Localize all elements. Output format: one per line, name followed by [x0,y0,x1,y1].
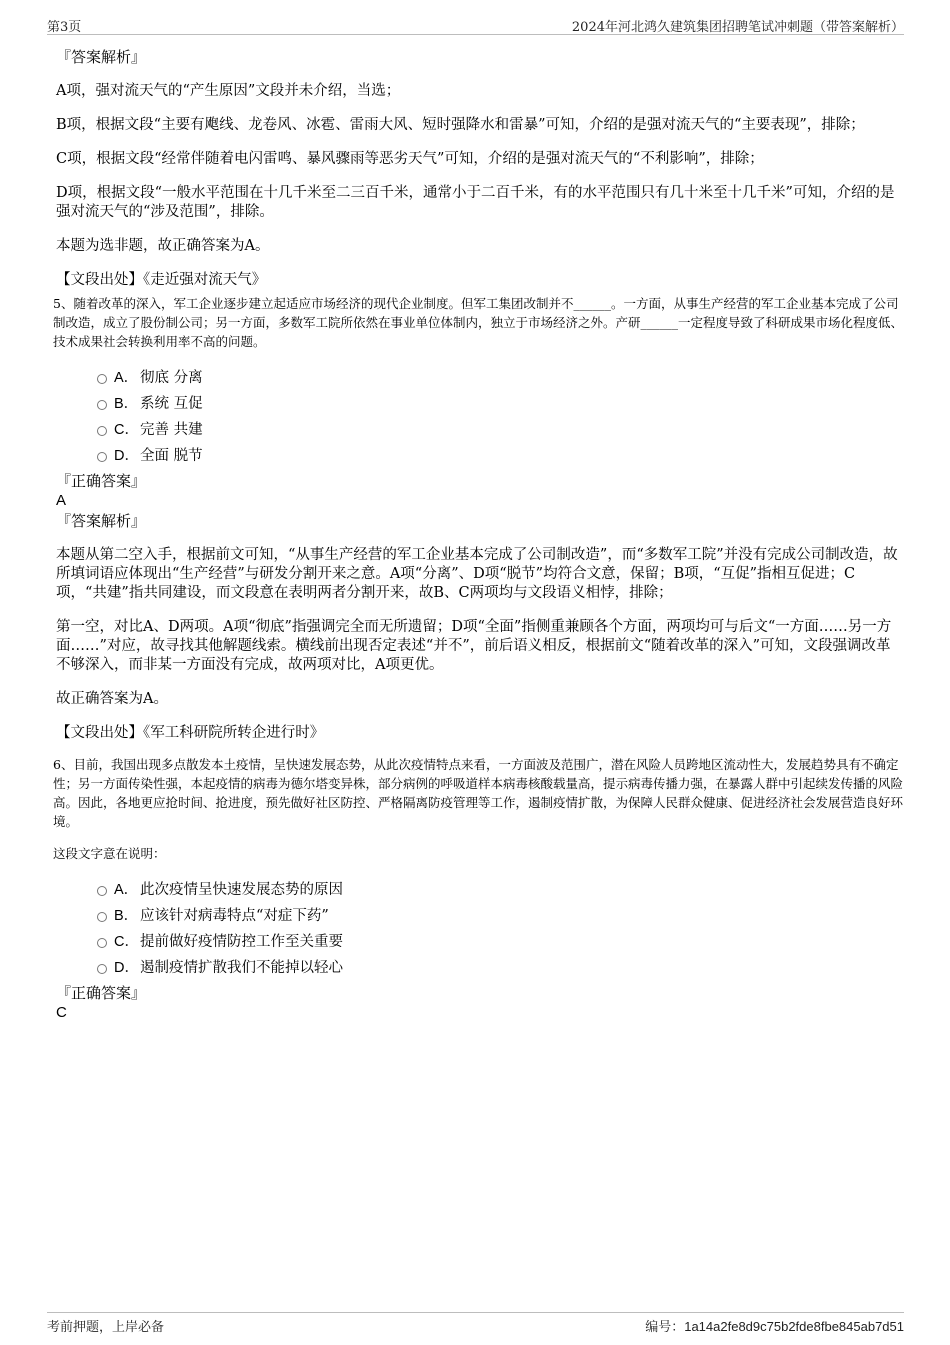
q6-answer-label: 『正确答案』 [56,984,147,1002]
q6-option-b[interactable] [56,903,904,929]
q6-option-a[interactable] [56,877,904,903]
option-key: C． [114,422,139,438]
option-key: A． [114,882,139,898]
q5-analysis-1: 本题从第二空入手，根据前文可知，“从事生产经营的军工企业基本完成了公司制改造”，而“多数军工院”并没有完成公司制改造，故所填词语应体现出“生产经营”与研发分割开来之意。A项“分离”、D项“脱节”均符合文意，保留；B项，“互促”指相互促进；C项，“共建”指共同建设，而文段意在表明两者分割开来，故B、C两项均与文段语义相悖，排除； [56,547,898,601]
document-code: 编号：1a14a2fe8d9c75b2fde8fbe845ab7d51 [645,1319,904,1334]
document-title: 2024年河北鸿久建筑集团招聘笔试冲刺题（带答案解析） [571,20,904,35]
option-key: B． [114,908,139,924]
option-key: D． [114,448,139,464]
q4-analysis-c: C项，根据文段“经常伴随着电闪雷鸣、暴风骤雨等恶劣天气”可知，介绍的是强对流天气的“不利影响”，排除； [56,151,764,167]
q5-option-d[interactable] [56,443,904,469]
q5-analysis-2: 第一空，对比A、D两项。A项“彻底”指强调完全而无所遗留；D项“全面”指侧重兼顾各个方面，两项均可与后文“一方面……另一方面……”对应，故寻找其他解题线索。横线前出现否定表述“并不”，前后语义相反，根据前文“随着改革的深入”可知，文段强调改革不够深入，而非某一方面没有完成，故两项对比，A项更优。 [56,619,892,673]
q4-analysis-a: A项，强对流天气的“产生原因”文段并未介绍，当选； [56,83,401,99]
q6-options [56,877,904,981]
page-content [53,44,904,1023]
option-key: A． [114,370,139,386]
q4-source: 【文段出处】《走近强对流天气》 [56,272,267,288]
q5-analysis-label: 『答案解析』 [56,512,147,530]
q6-prompt: 这段文字意在说明： [53,846,166,861]
q4-analysis-b: B项，根据文段“主要有飑线、龙卷风、冰雹、雷雨大风、短时强降水和雷暴”可知，介绍的是强对流天气的“主要表现”，排除； [56,117,865,133]
q5-answer-label: 『正确答案』 [56,472,147,490]
q4-conclusion: 本题为选非题，故正确答案为A。 [56,238,270,254]
option-text: 全面 脱节 [140,448,203,464]
page-footer [47,1312,904,1335]
q5-option-b[interactable] [56,391,904,417]
q5-options [56,365,904,469]
radio-icon[interactable] [97,374,107,384]
q6-option-d[interactable] [56,955,904,981]
option-text: 完善 共建 [140,422,203,438]
radio-icon[interactable] [97,938,107,948]
option-text: 提前做好疫情防控工作至关重要 [140,934,343,950]
option-text: 此次疫情呈快速发展态势的原因 [140,882,343,898]
page-header [47,14,904,35]
q6-stem: 6、目前，我国出现多点散发本土疫情，呈快速发展态势，从此次疫情特点来看，一方面波及范围广，潜在风险人员跨地区流动性大，发展趋势具有不确定性；另一方面传染性强，本起疫情的病毒为德尔塔变异株，部分病例的呼吸道样本病毒核酸载量高，提示病毒传播力强，在暴露人群中引起续发传播的风险高。因此，各地更应抢时间、抢进度，预先做好社区防控、严格隔离防疫管理等工作，遏制疫情扩散，为保障人民群众健康、促进经济社会发展营造良好环境。 [53,757,904,829]
q5-option-c[interactable] [56,417,904,443]
q5-stem: 5、随着改革的深入，军工企业逐步建立起适应市场经济的现代企业制度。但军工集团改制并不______。一方面，从事生产经营的军工企业基本完成了公司制改造，成立了股份制公司；另一方面，多数军工院所依然在事业单位体制内，独立于市场经济之外。产研______一定程度导致了科研成果市场化程度低、技术成果社会转换利用率不高的问题。 [53,296,904,349]
option-key: C． [114,934,139,950]
q5-option-a[interactable] [56,365,904,391]
option-text: 彻底 分离 [140,370,203,386]
radio-icon[interactable] [97,400,107,410]
option-text: 遏制疫情扩散我们不能掉以轻心 [140,960,343,976]
option-text: 应该针对病毒特点“对症下药” [140,908,329,924]
q5-answer: A [56,492,67,509]
q4-analysis-label: 『答案解析』 [56,48,147,66]
radio-icon[interactable] [97,912,107,922]
radio-icon[interactable] [97,886,107,896]
radio-icon[interactable] [97,964,107,974]
radio-icon[interactable] [97,426,107,436]
q4-analysis-d: D项，根据文段“一般水平范围在十几千米至二三百千米，通常小于二百千米，有的水平范围只有几十米至十几千米”可知，介绍的是强对流天气的“涉及范围”，排除。 [56,185,895,220]
page-number: 第3页 [47,20,82,35]
q5-source: 【文段出处】《军工科研院所转企进行时》 [56,725,325,741]
q6-answer: C [56,1004,67,1021]
radio-icon[interactable] [97,452,107,462]
footer-slogan: 考前押题，上岸必备 [47,1320,165,1335]
option-key: B． [114,396,139,412]
option-key: D． [114,960,139,976]
option-text: 系统 互促 [140,396,203,412]
q5-conclusion: 故正确答案为A。 [56,691,168,707]
q6-option-c[interactable] [56,929,904,955]
